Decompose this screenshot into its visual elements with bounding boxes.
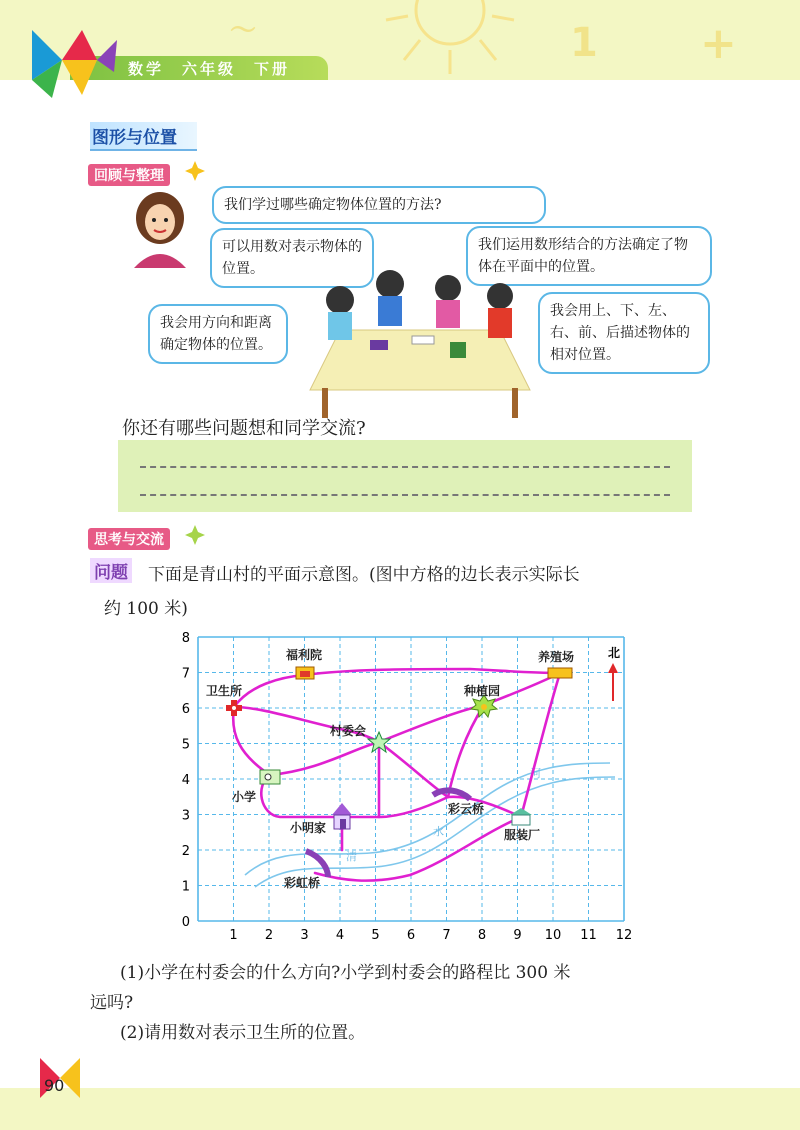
doodle-plus-icon: + [700, 18, 737, 69]
sparkle-icon [184, 160, 206, 182]
label-cunweihui: 村委会 [330, 724, 367, 738]
label-caihongqiao: 彩虹桥 [284, 876, 321, 890]
label-caiyunqiao: 彩云桥 [448, 802, 485, 816]
y-tick-label: 5 [181, 737, 190, 753]
plantation-icon [471, 695, 497, 717]
label-zhongzhiyuan: 种植园 [464, 684, 501, 698]
x-tick-label: 3 [300, 928, 309, 943]
doodle-icon: 〜 [230, 16, 257, 46]
problem-tag: 问题 [90, 558, 132, 583]
y-axis-ticks [182, 631, 190, 930]
farm-building-icon [548, 668, 572, 678]
label-fuliyuan: 福利院 [286, 648, 323, 662]
answer-line [140, 494, 670, 496]
x-tick-label: 7 [442, 928, 451, 943]
y-tick-label: 1 [181, 879, 190, 895]
x-tick-label: 1 [229, 928, 238, 943]
xiaoming-home-icon [332, 803, 352, 829]
think-tag: 思考与交流 [88, 528, 170, 550]
y-tick-label: 7 [181, 666, 190, 682]
answer-box[interactable] [118, 440, 692, 512]
question-1-line1: (1)小学在村委会的什么方向?小学到村委会的路程比 300 米 [120, 963, 571, 983]
y-tick-label: 2 [181, 844, 190, 859]
teacher-speech-bubble [212, 186, 546, 224]
river-label: 水 [433, 825, 444, 838]
bubble-text: 我们学过哪些确定物体位置的方法? [224, 197, 442, 213]
x-tick-label: 6 [406, 928, 416, 943]
river-label: 清 [346, 850, 357, 863]
label-fuzhuangchang: 服装厂 [504, 828, 541, 842]
x-tick-label: 9 [513, 928, 522, 943]
x-tick-label: 8 [477, 928, 487, 943]
review-tag: 回顾与整理 [88, 164, 170, 186]
students-at-table-illustration [300, 270, 540, 420]
sparkle-icon [184, 524, 206, 546]
bubble-text: 可以用数对表示物体的位置。 [222, 239, 362, 277]
header-text: 数学 六年级 下册 [128, 60, 291, 78]
river-label: 河 [530, 767, 541, 780]
x-tick-label: 4 [335, 928, 345, 943]
question-1-line2: 远吗? [90, 993, 134, 1013]
label-yangzhichang: 养殖场 [538, 650, 575, 664]
x-tick-label: 10 [544, 928, 562, 943]
page-number: 90 [44, 1076, 65, 1095]
school-building-icon [260, 770, 280, 784]
factory-building-icon [510, 808, 532, 825]
x-tick-label: 5 [371, 928, 380, 943]
y-tick-label: 8 [181, 631, 190, 646]
problem-text-line2: 约 100 米) [104, 599, 188, 619]
y-tick-label: 3 [181, 808, 190, 824]
x-axis-ticks [229, 928, 632, 943]
footer-band [0, 1088, 800, 1130]
y-tick-label: 6 [181, 702, 190, 717]
speech-bubble-direction [148, 304, 288, 364]
doodle-one-icon: 1 [570, 20, 598, 66]
village-map [150, 625, 650, 945]
north-arrow-icon [608, 663, 618, 701]
x-tick-label: 11 [580, 928, 597, 943]
section-title: 图形与位置 [90, 122, 197, 151]
bubble-text: 我们运用数形结合的方法确定了物体在平面中的位置。 [478, 237, 688, 275]
answer-line [140, 466, 670, 468]
bubble-text: 我会用方向和距离确定物体的位置。 [160, 315, 272, 353]
clinic-cross-icon [226, 700, 242, 716]
north-label: 北 [608, 646, 621, 660]
bubble-text: 我会用上、下、左、右、前、后描述物体的相对位置。 [550, 303, 690, 363]
teacher-avatar [120, 188, 200, 268]
discussion-question: 你还有哪些问题想和同学交流? [122, 418, 366, 439]
label-weishengsuo: 卫生所 [206, 684, 243, 698]
tangram-logo-icon [22, 20, 122, 100]
sun-decoration-icon [380, 0, 520, 80]
question-2: (2)请用数对表示卫生所的位置。 [120, 1023, 366, 1043]
y-tick-label: 4 [181, 773, 190, 788]
label-xiaomingjia: 小明家 [290, 821, 327, 835]
label-xiaoxue: 小学 [232, 790, 257, 804]
fuliyuan-building-icon [296, 667, 314, 679]
problem-text-line1: 下面是青山村的平面示意图。(图中方格的边长表示实际长 [148, 565, 580, 585]
y-tick-label: 0 [181, 915, 190, 930]
x-tick-label: 12 [615, 928, 633, 943]
speech-bubble-relative [538, 292, 710, 374]
x-tick-label: 2 [264, 928, 274, 943]
